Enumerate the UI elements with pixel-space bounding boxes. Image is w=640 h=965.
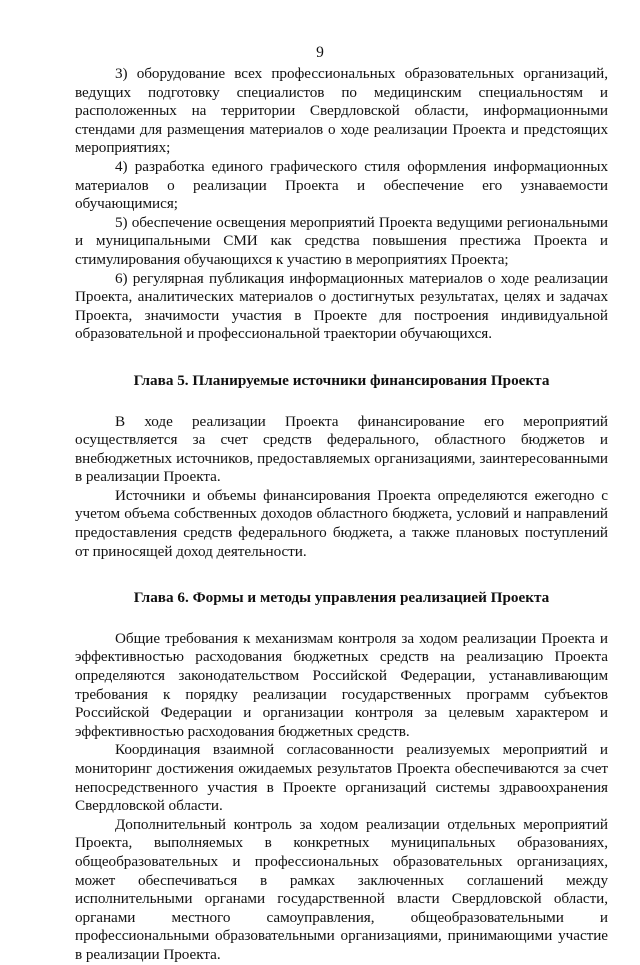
- section-spacer: [75, 561, 608, 589]
- chapter-5-paragraph: Источники и объемы финансирования Проекта определяются ежегодно с учетом объема собственных доходов областного бюджета, условий и направлений предоставления средств федерального бюджета, а также плановых поступлений от приносящей доход деятельности.: [75, 486, 608, 560]
- page-number: 9: [316, 44, 324, 61]
- list-item-5: 5) обеспечение освещения мероприятий Проекта ведущими региональными и муниципальными СМИ как средства повышения престижа Проекта и стимулирования обучающихся к участию в мероприятиях Проекта;: [75, 213, 608, 268]
- list-item-4: 4) разработка единого графического стиля оформления информационных материалов о реализации Проекта и обеспечение его узнаваемости обучающимися;: [75, 157, 608, 213]
- chapter-5-paragraph: В ходе реализации Проекта финансирование его мероприятий осуществляется за счет средств федерального, областного бюджетов и внебюджетных источников, предоставляемых организациями, заинтересованными в реализации Проекта.: [75, 412, 608, 486]
- list-item-3: 3) оборудование всех профессиональных образовательных организаций, ведущих подготовку специалистов по медицинским специальностям и расположенных на территории Свердловской области, информационными стендами для размещения материалов о ходе реализации Проекта и предстоящих мероприятиях;: [75, 65, 608, 157]
- chapter-6-paragraph: Координация взаимной согласованности реализуемых мероприятий и мониторинг достижения ожидаемых результатов Проекта обеспечиваются за счет непосредственного участия в Проекте организаций системы здравоохранения Свердловской области.: [75, 741, 608, 815]
- chapter-5-heading: Глава 5. Планируемые источники финансирования Проекта: [133, 371, 550, 389]
- chapter-6-heading: Глава 6. Формы и методы управления реализацией Проекта: [133, 589, 550, 607]
- section-spacer: [75, 608, 608, 630]
- chapter-6-paragraph: Дополнительный контроль за ходом реализации отдельных мероприятий Проекта, выполняемых в конкретных муниципальных образованиях, общеобразовательных и профессиональных образовательных организациях, может обеспечиваться в рамках заключенных соглашений между исполнительными органами государственной власти Свердловской области, органами местного самоуправления, общеобразовательными и профессиональными образовательными организациями, принимающими участие в реализации Проекта.: [75, 815, 608, 963]
- list-item-6: 6) регулярная публикация информационных материалов о ходе реализации Проекта, аналитических материалов о достигнутых результатах, целях и задачах Проекта, значимости участия в Проекте для построения индивидуальной образовательной и профессиональной траектории обучающихся.: [75, 269, 608, 343]
- section-spacer: [75, 344, 608, 372]
- section-spacer: [75, 391, 608, 413]
- chapter-6-paragraph: Общие требования к механизмам контроля за ходом реализации Проекта и эффективностью расходования бюджетных средств на реализацию Проекта определяются законодательством Российской Федерации, устанавливающим требования к порядку реализации государственных программ субъектов Российской Федерации и организации контроля за целевым характером и эффективностью расходования бюджетных средств.: [75, 629, 608, 740]
- page-body: [75, 65, 608, 965]
